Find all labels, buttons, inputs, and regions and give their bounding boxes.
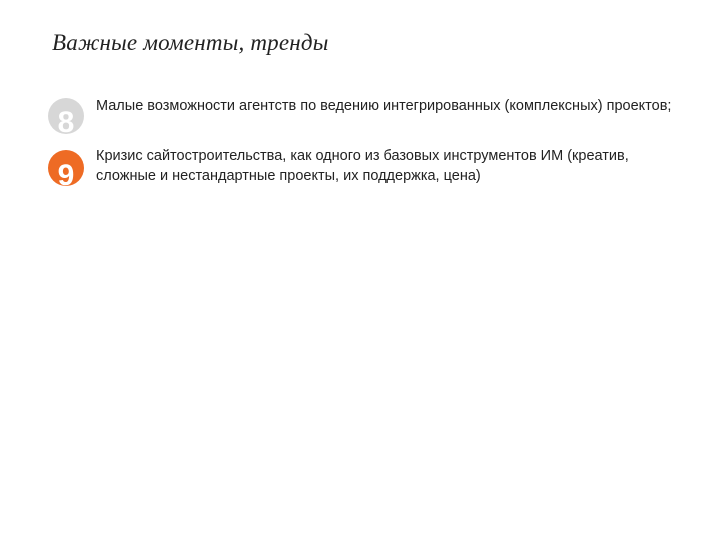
item-number: 8 <box>57 106 75 134</box>
item-text: Кризис сайтостроительства, как одного из базовых инструментов ИМ (креатив, сложные и нестандартные проекты, их поддержка, цена) <box>96 148 629 184</box>
item-text: Малые возможности агентств по ведению интегрированных (комплексных) проектов; <box>96 98 672 114</box>
item-number: 9 <box>57 159 75 186</box>
number-badge <box>48 150 84 186</box>
number-badge <box>48 98 84 134</box>
slide-title: Важные моменты, тренды <box>52 30 329 55</box>
